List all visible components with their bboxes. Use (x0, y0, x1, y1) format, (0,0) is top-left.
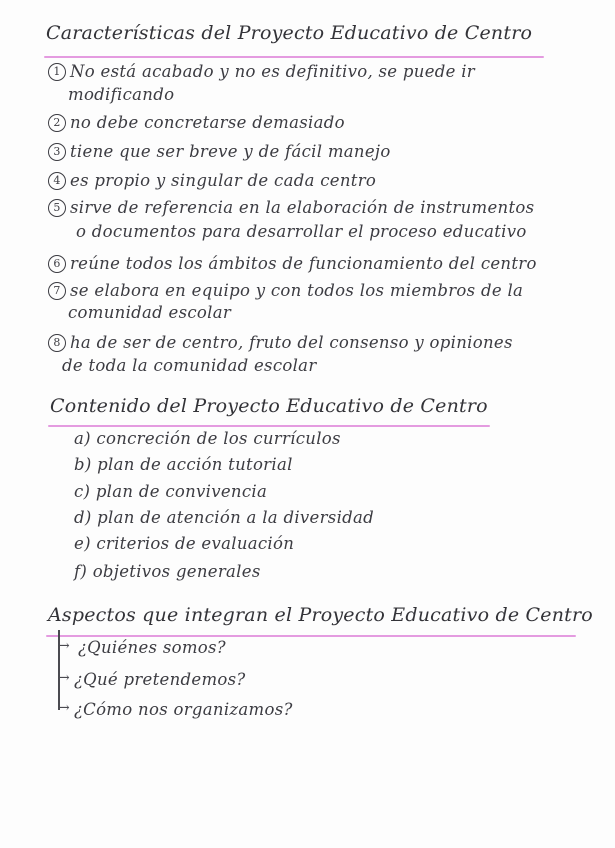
aspect-item-1: ¿Quiénes somos? (78, 638, 226, 657)
section2-underline (48, 425, 490, 427)
aspect-item-2: ¿Qué pretendemos? (74, 670, 246, 689)
item-number: 5 (48, 199, 66, 217)
content-item-b: b) plan de acción tutorial (74, 455, 293, 474)
item-1-line1 (48, 62, 475, 81)
arrow-icon: → (58, 638, 70, 654)
item-1-line2: modificando (68, 85, 175, 104)
item-text: sirve de referencia en la elaboración de instrumentos (70, 198, 535, 217)
section1-title: Características del Proyecto Educativo de Centro (46, 22, 533, 44)
section3-title: Aspectos que integran el Proyecto Educativo de Centro (48, 604, 593, 626)
item-number: 3 (48, 143, 66, 161)
item-5-line1 (48, 198, 534, 217)
item-number: 8 (48, 334, 66, 352)
content-item-d: d) plan de atención a la diversidad (74, 508, 375, 527)
item-8-line2: de toda la comunidad escolar (62, 356, 317, 375)
item-number: 6 (48, 255, 66, 273)
item-text: se elabora en equipo y con todos los miembros de la (70, 281, 524, 300)
item-number: 1 (48, 63, 66, 81)
item-text: No está acabado y no es definitivo, se puede ir (70, 62, 475, 81)
content-item-a: a) concreción de los currículos (74, 429, 341, 448)
item-number: 4 (48, 172, 66, 190)
item-2 (48, 113, 345, 132)
item-text: ha de ser de centro, fruto del consenso y opiniones (70, 333, 513, 352)
section3-underline (46, 635, 576, 637)
item-number: 2 (48, 114, 66, 132)
item-3 (48, 142, 391, 161)
item-4 (48, 171, 376, 190)
item-7-line1 (48, 281, 523, 300)
section2-title: Contenido del Proyecto Educativo de Centro (50, 395, 488, 417)
item-number: 7 (48, 282, 66, 300)
arrow-icon: → (58, 700, 70, 716)
content-item-e: e) criterios de evaluación (74, 534, 295, 553)
item-text: reúne todos los ámbitos de funcionamiento del centro (70, 254, 537, 273)
item-7-line2: comunidad escolar (68, 303, 232, 322)
item-8-line1 (48, 333, 513, 352)
arrow-icon: → (58, 670, 70, 686)
item-6 (48, 254, 537, 273)
item-text: tiene que ser breve y de fácil manejo (70, 142, 391, 161)
aspect-item-3: ¿Cómo nos organizamos? (74, 700, 293, 719)
content-item-c: c) plan de convivencia (74, 482, 268, 501)
item-text: es propio y singular de cada centro (70, 171, 377, 190)
item-text: no debe concretarse demasiado (70, 113, 345, 132)
item-5-line2: o documentos para desarrollar el proceso educativo (76, 222, 527, 241)
section1-underline (44, 56, 544, 58)
content-item-f: f) objetivos generales (74, 562, 261, 581)
